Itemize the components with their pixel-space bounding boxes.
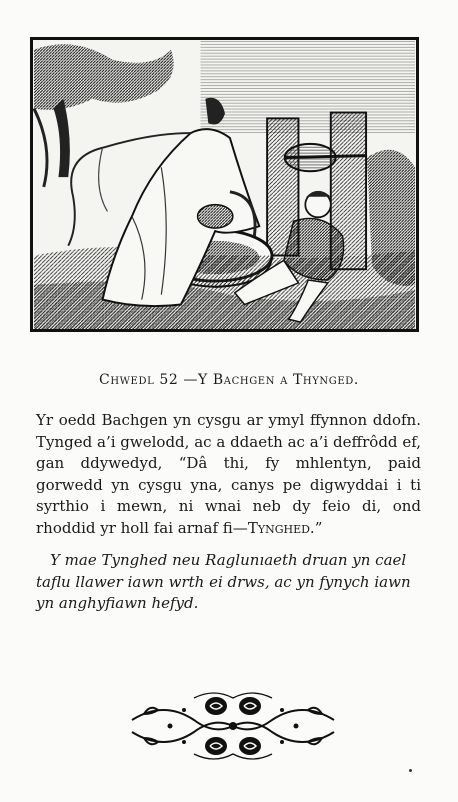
fable-body-signature: Tynghed.: [247, 518, 315, 537]
fable-body-close: ”: [314, 518, 323, 537]
woman-and-boy-at-well-engraving: [33, 40, 416, 329]
fable-body: [36, 410, 421, 540]
fable-body-main: Yr oedd Bachgen yn cysgu ar ymyl ffynnon ddofn. Tynged a’i gwelodd, ac a ddaeth ac a’i deffrôdd ef, gan ddywedyd, “Dâ thi, fy mhlentyn, paid gorwedd yn cysgu yna, canys pe digwyddai i ti syrthio i mewn, ni wnai neb dy feio di, ond rhoddid yr holl fai arnaf fi—: [36, 411, 421, 537]
fable-moral: Y mae Tynghed neu Raglunıaeth druan yn cael taflu llawer iawn wrth ei drws, ac yn fynych iawn yn anghyfiawn hefyd.: [36, 551, 411, 613]
fable-title: Chwedl 52 —Y Bachgen a Thynged.: [99, 372, 359, 388]
fable-illustration: [30, 37, 419, 332]
floral-tailpiece-icon: [124, 680, 342, 772]
print-speck: [409, 769, 412, 772]
